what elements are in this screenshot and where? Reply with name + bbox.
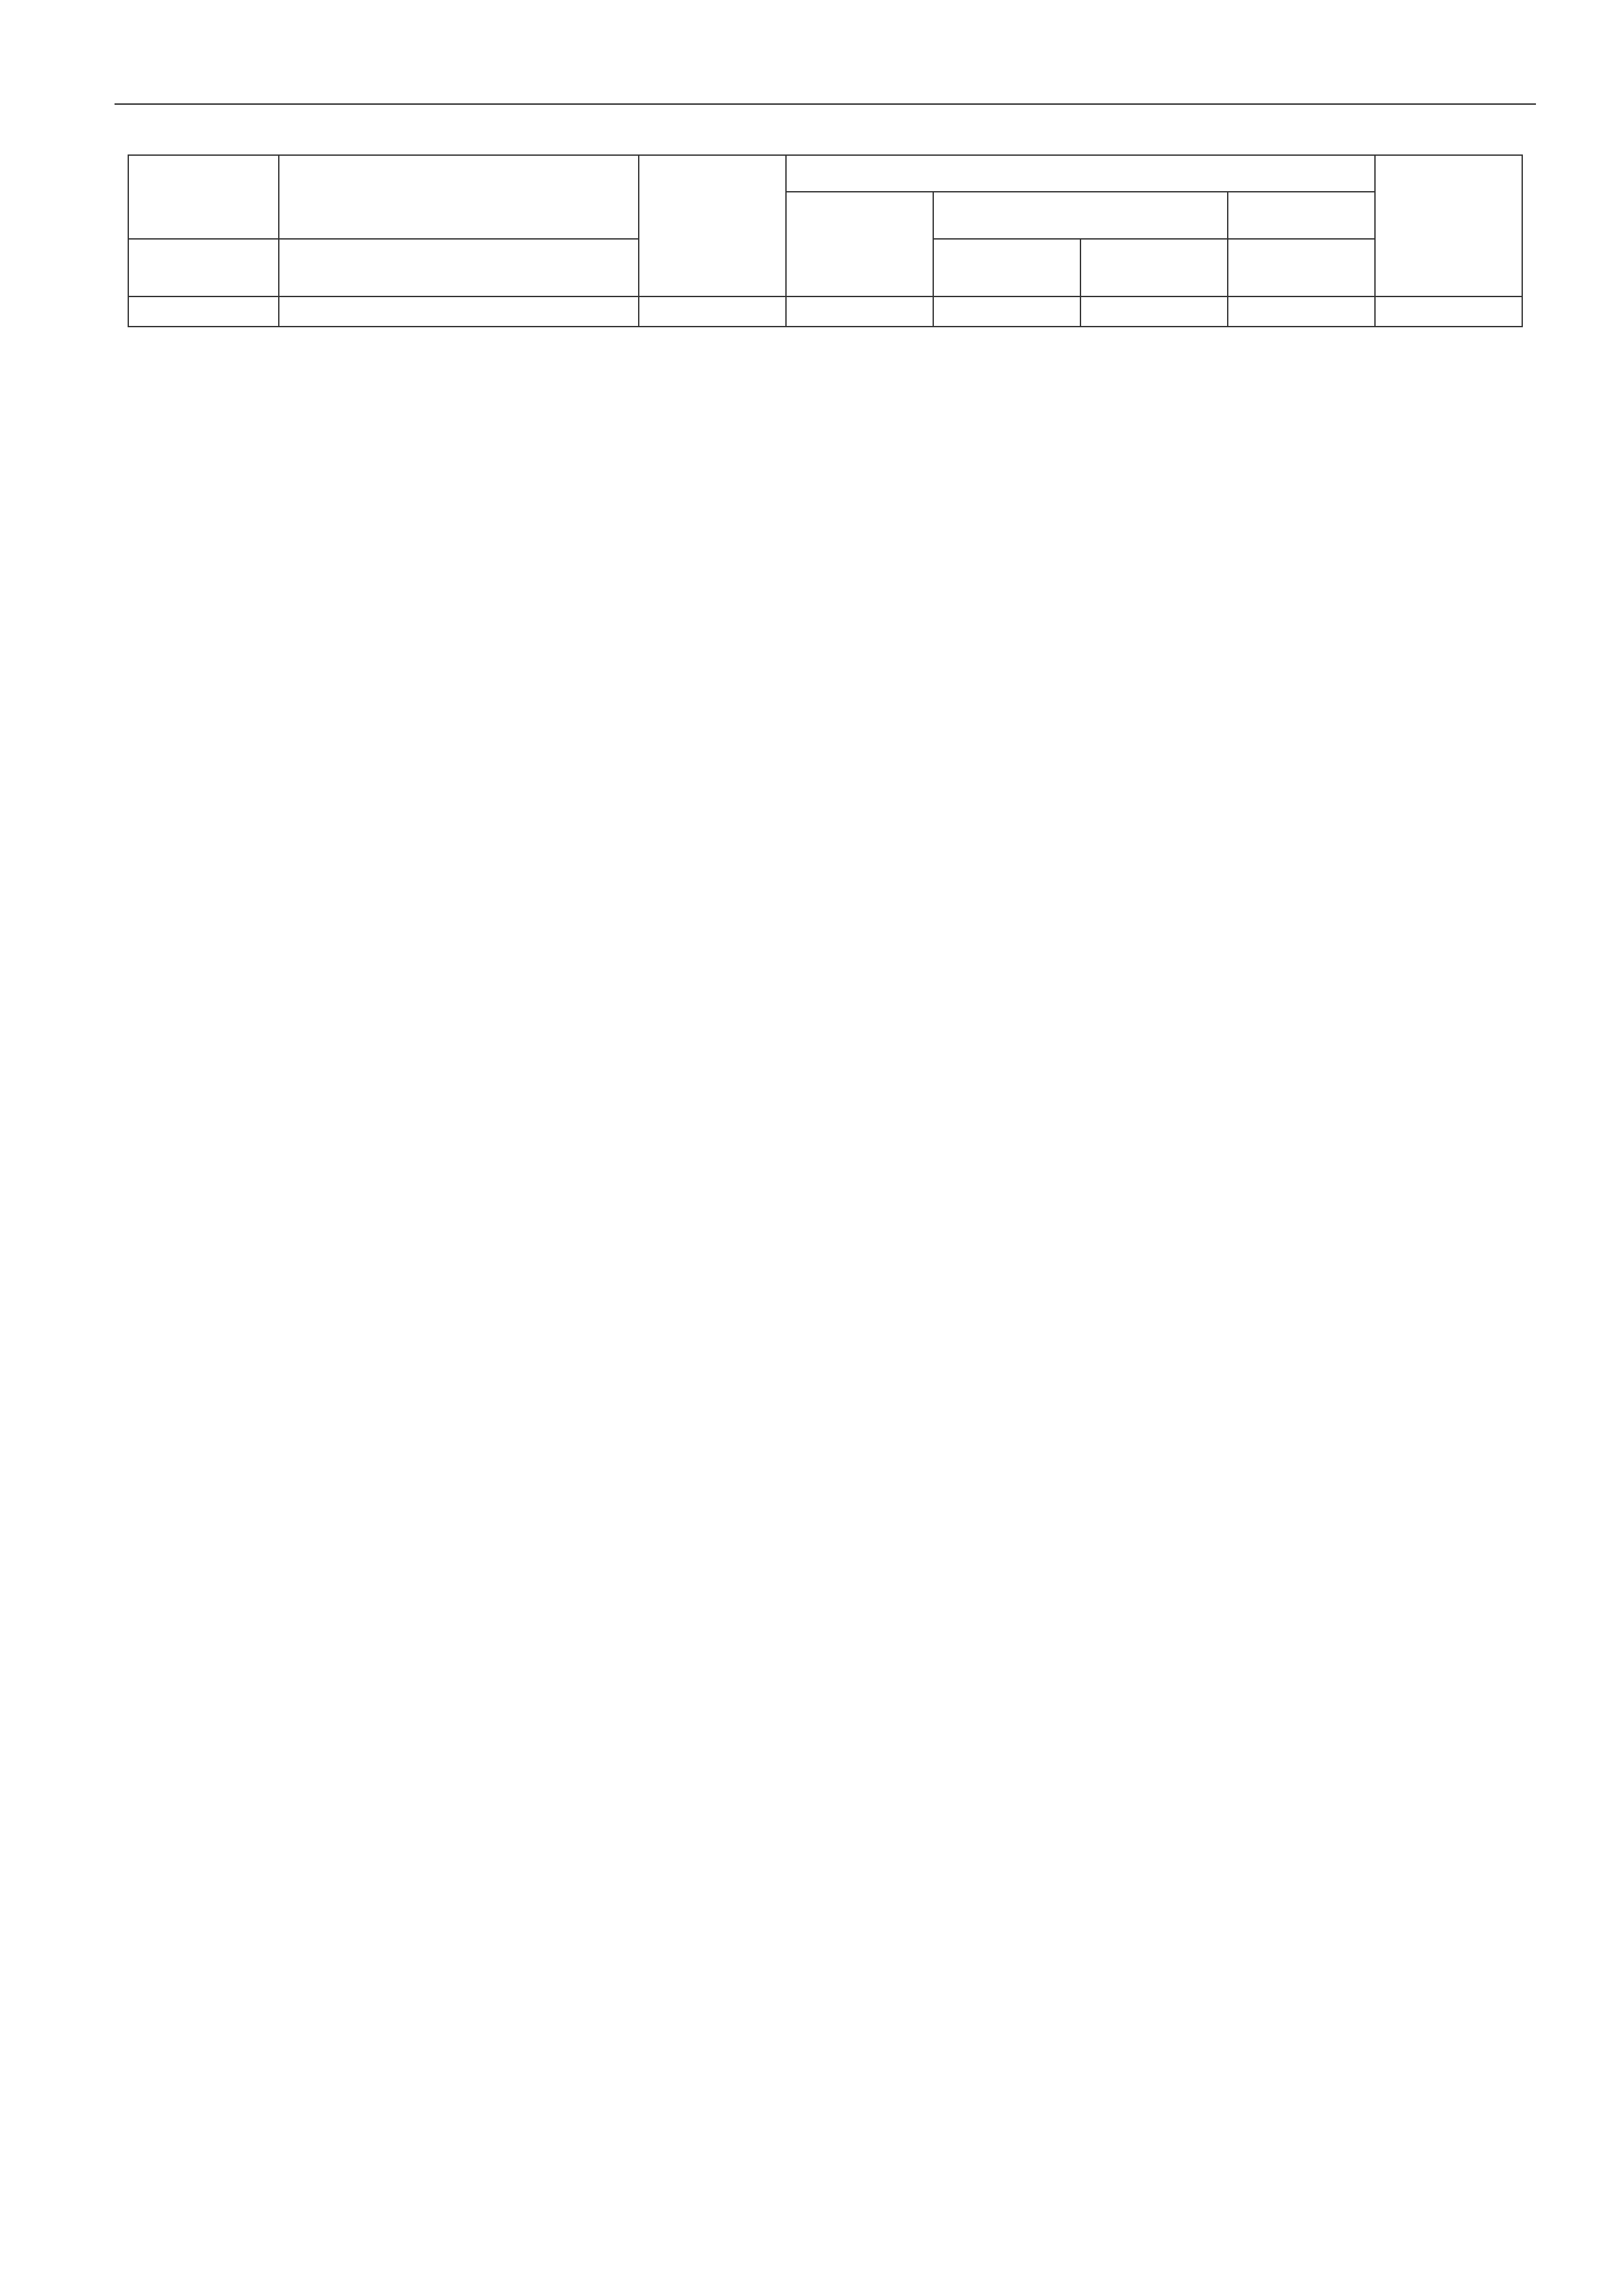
header-rule [115,103,1536,105]
header-material-name [279,239,639,296]
header-including [786,155,1375,192]
header-materials-sub [1228,239,1375,296]
column-number [933,296,1080,327]
header-labor [1375,155,1522,296]
header-machines [933,192,1228,239]
header-machines-wages [1080,239,1228,296]
column-number [1375,296,1522,327]
column-number [1080,296,1228,327]
header-name [279,155,639,239]
header-direct-costs [639,155,786,296]
header-codes [128,155,279,239]
column-number [639,296,786,327]
header-materials [1228,192,1375,239]
column-number [786,296,933,327]
header-wages [786,192,933,296]
header-machines-total [933,239,1080,296]
column-number [279,296,639,327]
header-material-codes [128,239,279,296]
rates-table [128,154,1523,327]
column-number [1228,296,1375,327]
column-number [128,296,279,327]
